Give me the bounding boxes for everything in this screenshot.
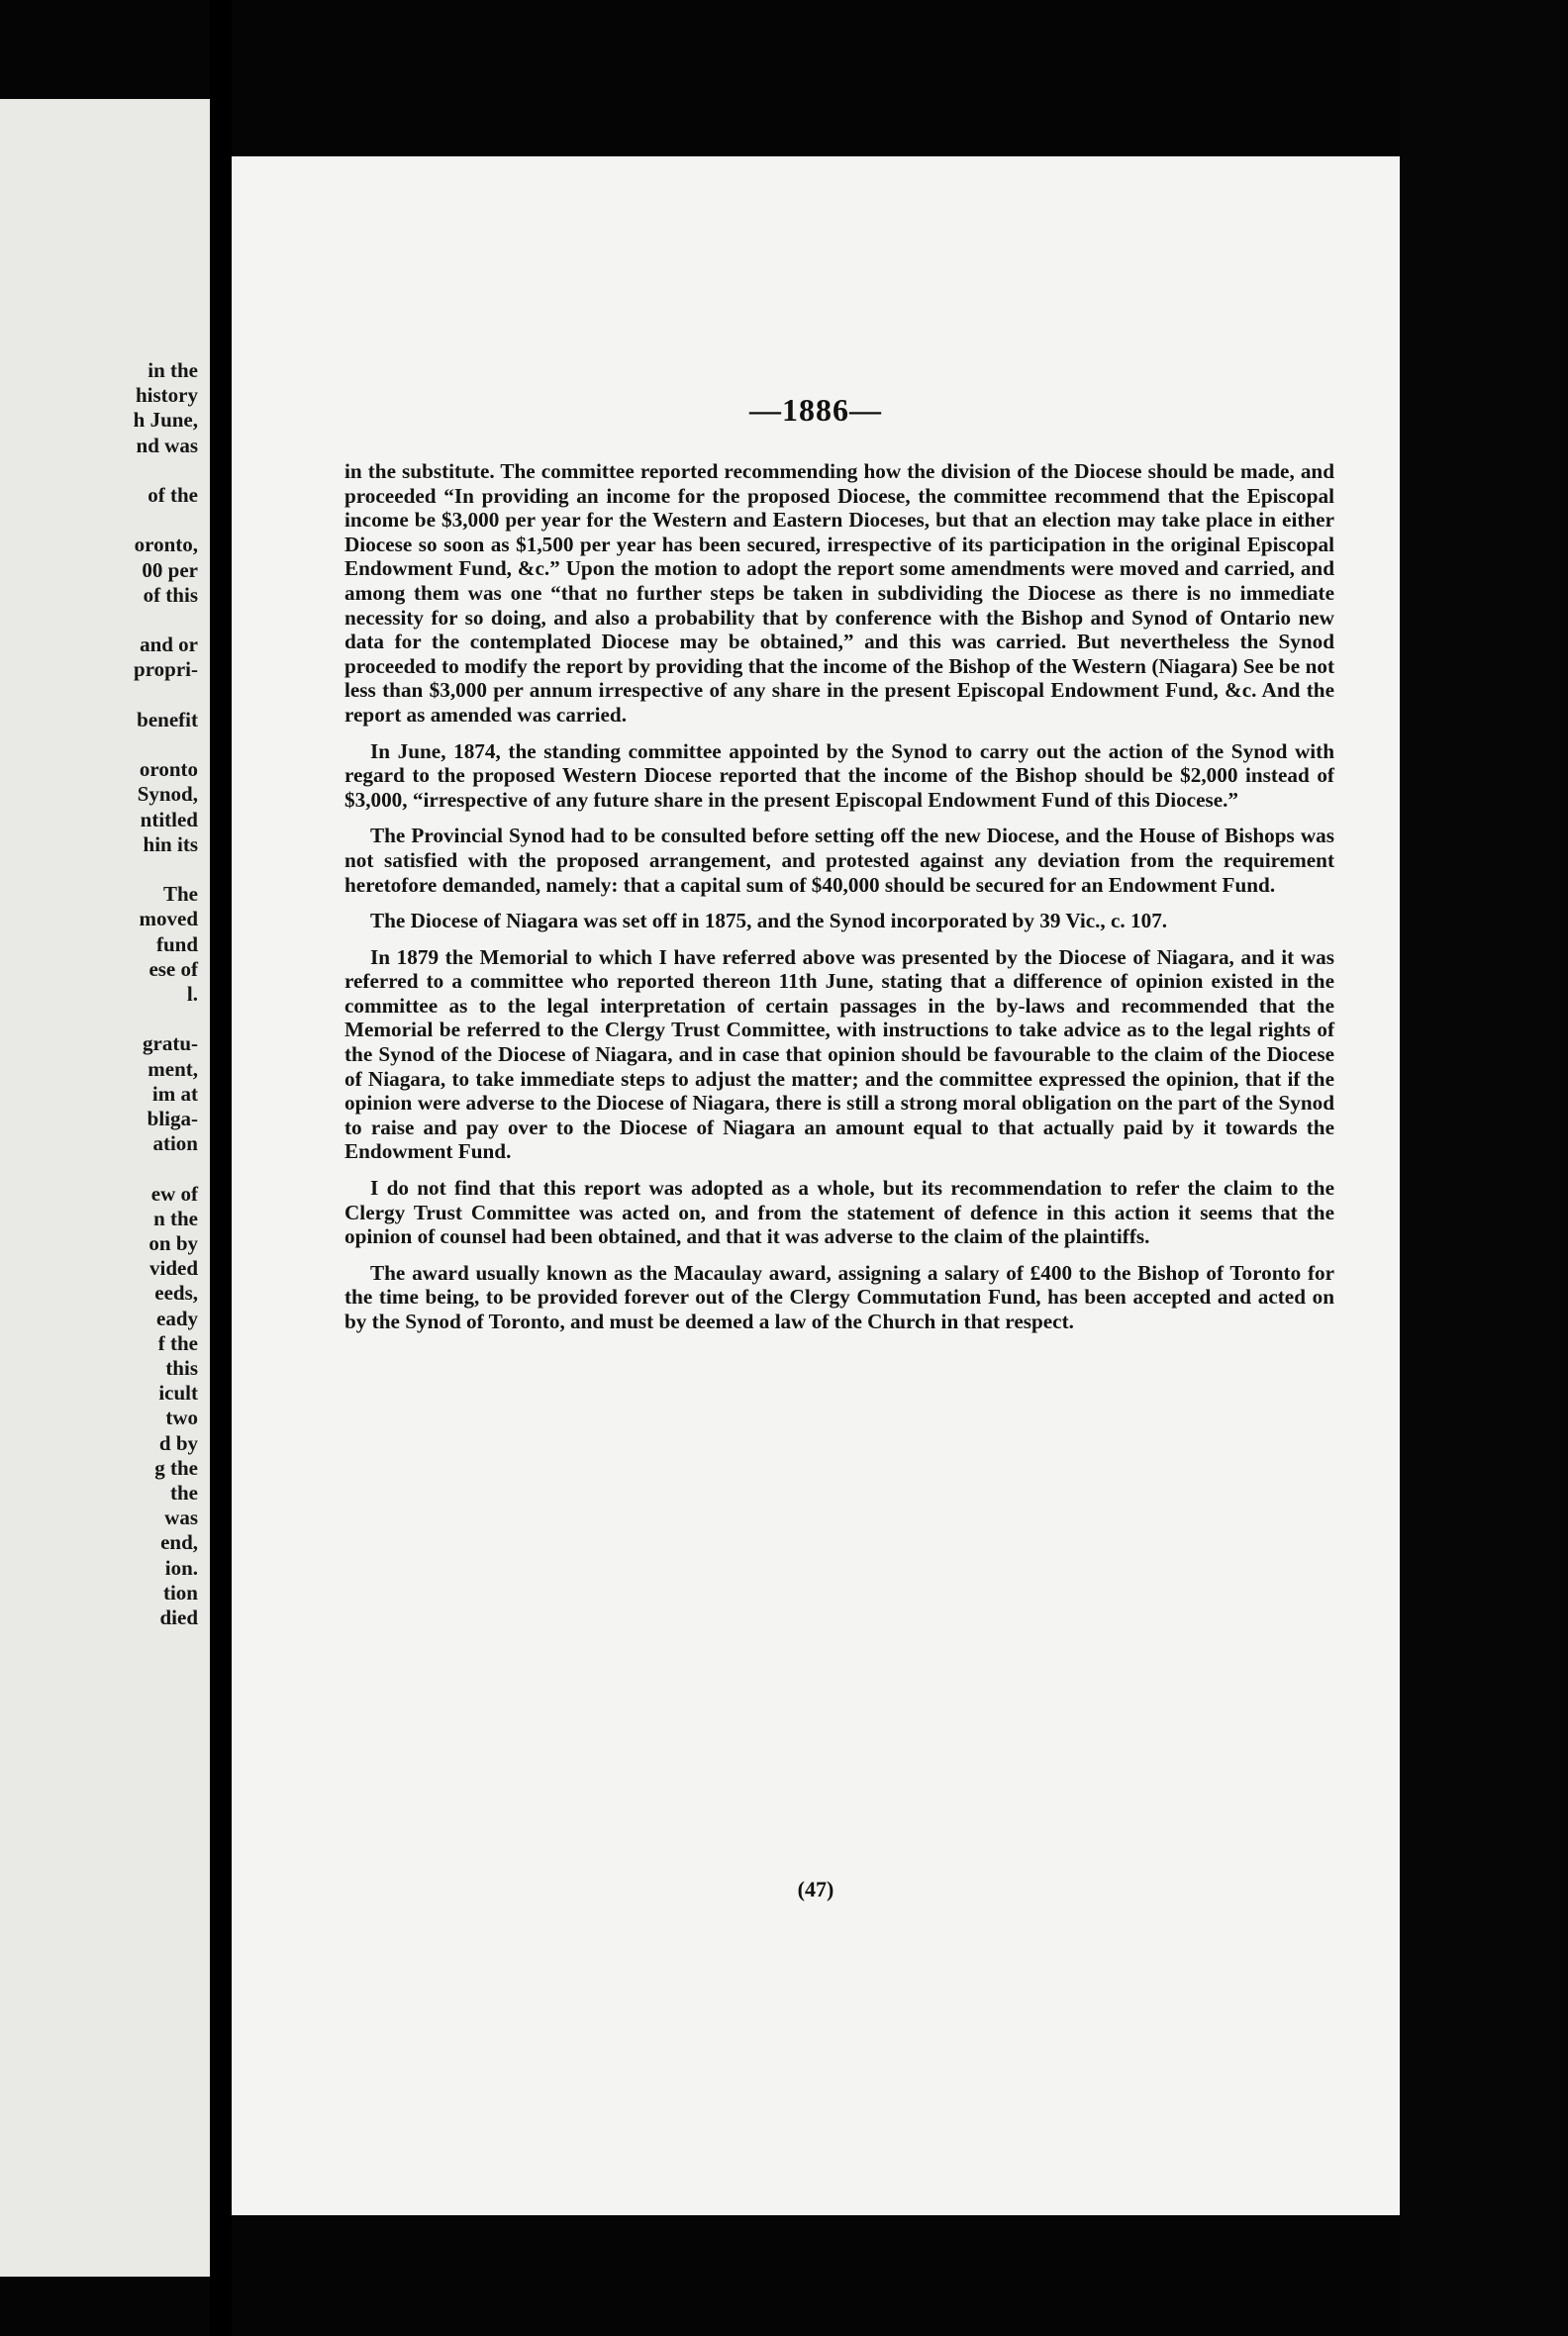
facing-page-line: ntitled [140, 807, 198, 831]
facing-page-fragment [0, 99, 210, 2277]
facing-page-line: ion. [164, 1555, 198, 1580]
facing-page-line: ment, [147, 1056, 198, 1081]
facing-page-line: d by [158, 1430, 198, 1455]
facing-page-line: oronto [139, 757, 198, 782]
facing-page-line: eeds, [154, 1281, 198, 1306]
facing-page-line: history [136, 383, 198, 408]
facing-page-line: the [170, 1481, 198, 1505]
facing-page-line: icult [158, 1381, 198, 1406]
facing-page-line: h June, [133, 408, 198, 433]
facing-page-line: of this [143, 582, 198, 607]
facing-page-line: in the [147, 358, 198, 382]
facing-page-line: vided [148, 1256, 198, 1281]
facing-page-line: g the [154, 1455, 198, 1480]
facing-page-line: hin its [143, 831, 198, 856]
facing-page-line: l. [186, 982, 198, 1006]
facing-page-line: nd was [136, 433, 198, 457]
facing-page-line: fund [155, 931, 198, 956]
facing-page-line: propri- [134, 657, 198, 682]
paragraph: The Diocese of Niagara was set off in 1875, and the Synod incorporated by 39 Vic., c. 107. [370, 909, 1168, 933]
facing-page-line: im at [151, 1081, 198, 1106]
facing-page-line: of the [147, 483, 198, 507]
facing-page-line: ew of [150, 1181, 198, 1206]
facing-page-line: was [164, 1506, 198, 1530]
facing-page-line: and or [140, 633, 198, 657]
book-gutter [210, 0, 232, 2336]
facing-page-line: benefit [137, 707, 198, 731]
facing-page-line: Synod, [137, 782, 198, 807]
facing-page-line: end, [160, 1530, 198, 1555]
facing-page-line: moved [139, 907, 198, 931]
paragraph: In 1879 the Memorial to which I have referred above was presented by the Diocese of Niagara, and it was referred to a committee who reported thereon 11th June, stating that a difference of opinion existed in the committee as to the legal interpretation of certain passages in the by-laws and recommended that the Memorial be referred to the Clergy Trust Committee, with instructions to take advice as to the legal rights of the Synod of the Diocese of Niagara, and in case that opinion should be favourable to the claim of the Diocese of Niagara, to take immediate steps to adjust the matter; and the committee expressed the opinion, that if the opinion were adverse to the Diocese of Niagara, there is still a strong moral obligation on the part of the Synod to raise and pay over to the Diocese of Niagara an amount equal to that actually paid by it towards the Endowment Fund. [344, 944, 1334, 1164]
page-number: (47) [797, 1877, 834, 1901]
facing-page-line: The [162, 882, 198, 907]
facing-page-line: died [159, 1606, 198, 1629]
facing-page-line: gratu- [143, 1031, 198, 1056]
facing-page-line: f the [157, 1330, 198, 1355]
document-page [232, 156, 1400, 2215]
facing-page-line: this [165, 1356, 198, 1380]
facing-page-line: oronto, [134, 533, 198, 557]
facing-page-line: two [165, 1406, 198, 1430]
body-text [344, 459, 1334, 1346]
paragraph: In June, 1874, the standing committee appointed by the Synod to carry out the action of the Synod with regard to the proposed Western Diocese reported that the income of the Bishop should be $2,000 instead of $3,000, “irrespective of any future share in the present Episcopal Endowment Fund of this Diocese.” [344, 738, 1334, 812]
facing-page-line: ese of [148, 956, 198, 981]
facing-page-line: 00 per [142, 557, 198, 582]
page-heading: —1886— [749, 392, 882, 428]
facing-page-line: on by [148, 1231, 198, 1255]
paragraph: The award usually known as the Macaulay award, assigning a salary of £400 to the Bishop of Toronto for the time being, to be provided forever out of the Clergy Commutation Fund, has been accepted and acted on by the Synod of Toronto, and must be deemed a law of the Church in that respect. [344, 1260, 1334, 1333]
facing-page-line: ation [152, 1131, 198, 1156]
paragraph: I do not find that this report was adopted as a whole, but its recommendation to refer the claim to the Clergy Trust Committee was acted on, and from the statement of defence in this action it seems that the opinion of counsel had been obtained, and that it was adverse to the claim of the plaintiffs. [344, 1176, 1334, 1249]
facing-page-line: n the [153, 1206, 198, 1230]
facing-page-line: bliga- [147, 1107, 198, 1130]
facing-page-line: eady [156, 1306, 198, 1330]
scan-border [1400, 0, 1568, 2336]
paragraph: in the substitute. The committee reported recommending how the division of the Diocese should be made, and proceeded “In providing an income for the proposed Diocese, the committee recommend that the Episcopal income be $3,000 per year for the Western and Eastern Dioceses, but that an election may take place in either Diocese so soon as $1,500 per year has been secured, irrespective of its participation in the original Episcopal Endowment Fund, &c.” Upon the motion to adopt the report some amendments were moved and carried, and among them was one “that no further steps be taken in subdividing the Diocese as there is no immediate necessity for so doing, and also a probability that by conference with the Bishop and Synod of Ontario new data for the contemplated Diocese may be obtained,” and this was carried. But nevertheless the Synod proceeded to modify the report by providing that the income of the Bishop of the Western (Niagara) See be not less than $3,000 per annum irrespective of any share in the present Episcopal Endowment Fund, &c. And the report as amended was carried. [344, 459, 1334, 727]
paragraph: The Provincial Synod had to be consulted before setting off the new Diocese, and the House of Bishops was not satisfied with the proposed arrangement, and protested against any deviation from the requirement heretofore demanded, namely: that a capital sum of $40,000 should be secured for an Endowment Fund. [344, 824, 1334, 897]
facing-page-line: tion [162, 1580, 198, 1605]
